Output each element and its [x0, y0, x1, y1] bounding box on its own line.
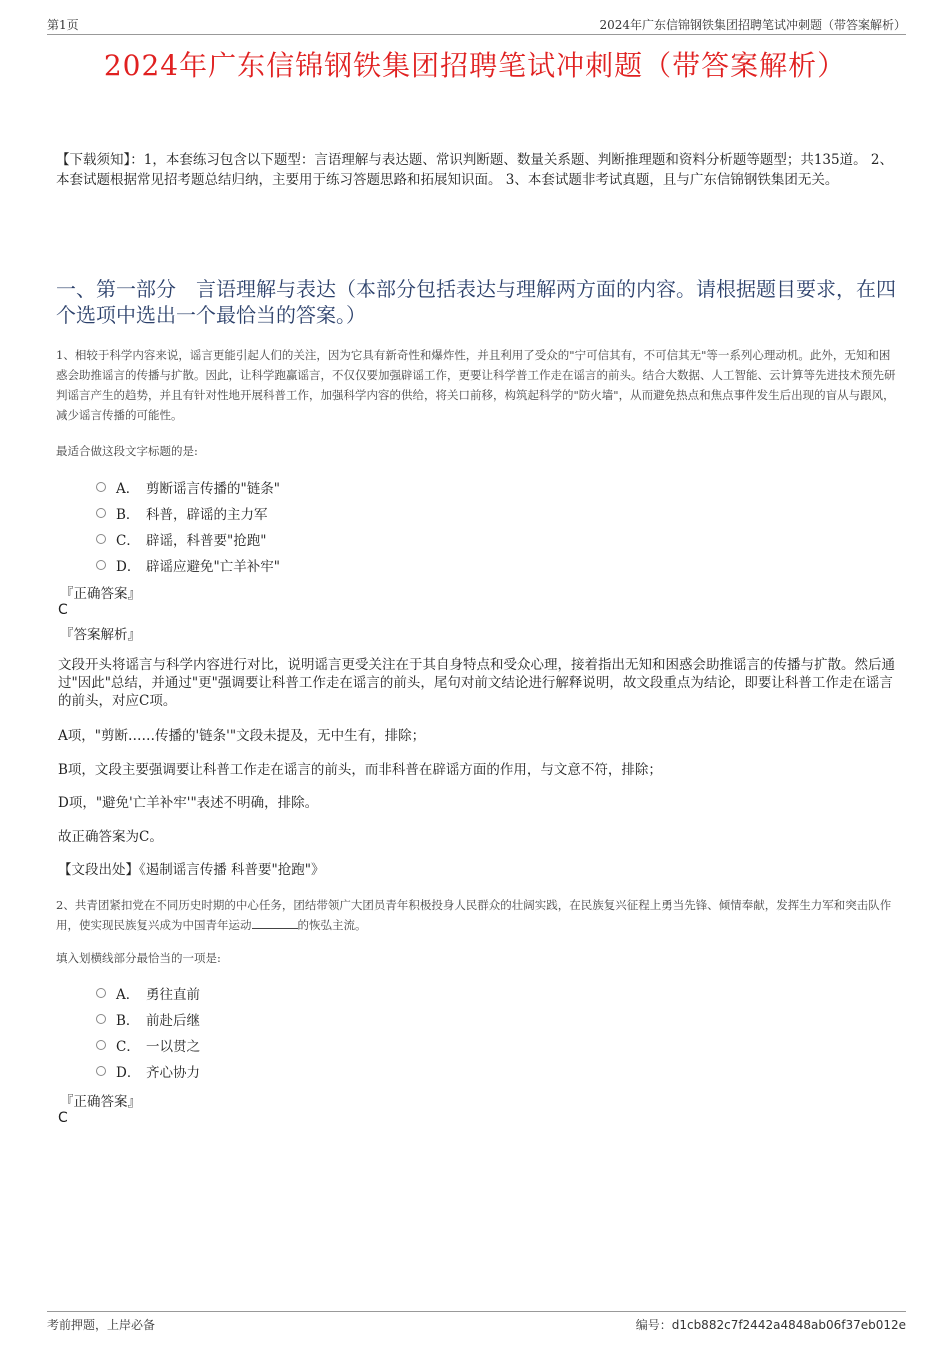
- q2-answer-label: 『正确答案』: [60, 1094, 141, 1110]
- page-number: 第1页: [47, 18, 79, 32]
- radio-icon[interactable]: [96, 1014, 106, 1024]
- q1-option-c[interactable]: C． 辟谣，科普要"抢跑": [96, 526, 496, 552]
- radio-icon[interactable]: [96, 988, 106, 998]
- q2-stem: 2、共青团紧扣党在不同历史时期的中心任务，团结带领广大团员青年积极投身人民群众的壮阔实践，在民族复兴征程上勇当先锋、倾情奉献，发挥生力军和突击队作用，使实现民族复兴成为中国青年运动 的恢弘主流。: [56, 898, 892, 932]
- q2-option-d[interactable]: D． 齐心协力: [96, 1058, 496, 1084]
- q2-option-a[interactable]: A． 勇往直前: [96, 980, 496, 1006]
- q1-option-d[interactable]: D． 辟谣应避免"亡羊补牢": [96, 552, 496, 578]
- q1-option-a[interactable]: A． 剪断谣言传播的"链条": [96, 474, 496, 500]
- footer-code: 编号：d1cb882c7f2442a4848ab06f37eb012e: [635, 1318, 906, 1332]
- q2-option-b[interactable]: B． 前赴后继: [96, 1006, 496, 1032]
- q1-analysis-main: 文段开头将谣言与科学内容进行对比，说明谣言更受关注在于其自身特点和受众心理，接着指出无知和困惑会助推谣言的传播与扩散。然后通过"因此"总结，并通过"更"强调要让科普工作走在谣言的前头，尾句对前文结论进行解释说明，故文段重点为结论，即要让科普工作走在谣言的前头，对应C项。: [58, 657, 895, 709]
- q1-options: [96, 474, 496, 578]
- download-notice: 【下载须知】：1，本套练习包含以下题型：言语理解与表达题、常识判断题、数量关系题、判断推理题和资料分析题等题型；共135道。 2、本套试题根据常见招考题总结归纳，主要用于练习答题思路和拓展知识面。 3、本套试题非考试真题，且与广东信锦钢铁集团无关。: [56, 152, 893, 188]
- q1-source: 【文段出处】《遏制谣言传播 科普要"抢跑"》: [58, 862, 325, 878]
- q1-analysis-b: B项，文段主要强调要让科普工作走在谣言的前头，而非科普在辟谣方面的作用，与文意不符，排除；: [58, 762, 662, 778]
- document-title: 2024年广东信锦钢铁集团招聘笔试冲刺题（带答案解析）: [103, 49, 847, 82]
- q1-prompt: 最适合做这段文字标题的是:: [56, 444, 198, 458]
- radio-icon[interactable]: [96, 560, 106, 570]
- radio-icon[interactable]: [96, 1040, 106, 1050]
- q2-options: [96, 980, 496, 1084]
- page-header: [47, 14, 906, 35]
- q1-answer-label: 『正确答案』: [60, 586, 141, 602]
- q1-analysis-conclusion: 故正确答案为C。: [58, 829, 163, 845]
- footer-slogan: 考前押题，上岸必备: [47, 1318, 156, 1332]
- radio-icon[interactable]: [96, 1066, 106, 1076]
- fill-blank: [252, 916, 298, 929]
- q1-stem: 1、相较于科学内容来说，谣言更能引起人们的关注，因为它具有新奇性和爆炸性，并且利用了受众的"宁可信其有，不可信其无"等一系列心理动机。此外，无知和困惑会助推谣言的传播与扩散。因此，让科学跑赢谣言，不仅仅要加强辟谣工作，更要让科学普工作走在谣言的前头。结合大数据、人工智能、云计算等先进技术预先研判谣言产生的趋势，并且有针对性地开展科普工作，加强科学内容的供给，将关口前移，构筑起科学的"防火墙"，从而避免热点和焦点事件发生后出现的盲从与跟风，减少谣言传播的可能性。: [56, 348, 896, 422]
- radio-icon[interactable]: [96, 508, 106, 518]
- q2-option-c[interactable]: C． 一以贯之: [96, 1032, 496, 1058]
- page-footer: [47, 1311, 906, 1336]
- q1-analysis-a: A项，"剪断……传播的'链条'"文段未提及，无中生有，排除；: [58, 728, 426, 744]
- section-heading: 一、第一部分 言语理解与表达（本部分包括表达与理解两方面的内容。请根据题目要求，在四个选项中选出一个最恰当的答案。）: [56, 277, 896, 327]
- q2-answer: C: [58, 1110, 68, 1126]
- q2-prompt: 填入划横线部分最恰当的一项是:: [56, 951, 221, 965]
- header-doc-title: 2024年广东信锦钢铁集团招聘笔试冲刺题（带答案解析）: [599, 18, 906, 32]
- q1-analysis-label: 『答案解析』: [60, 627, 141, 643]
- radio-icon[interactable]: [96, 534, 106, 544]
- radio-icon[interactable]: [96, 482, 106, 492]
- q1-answer: C: [58, 602, 68, 618]
- q1-analysis-d: D项，"避免'亡羊补牢'"表述不明确，排除。: [58, 795, 319, 811]
- q1-option-b[interactable]: B． 科普，辟谣的主力军: [96, 500, 496, 526]
